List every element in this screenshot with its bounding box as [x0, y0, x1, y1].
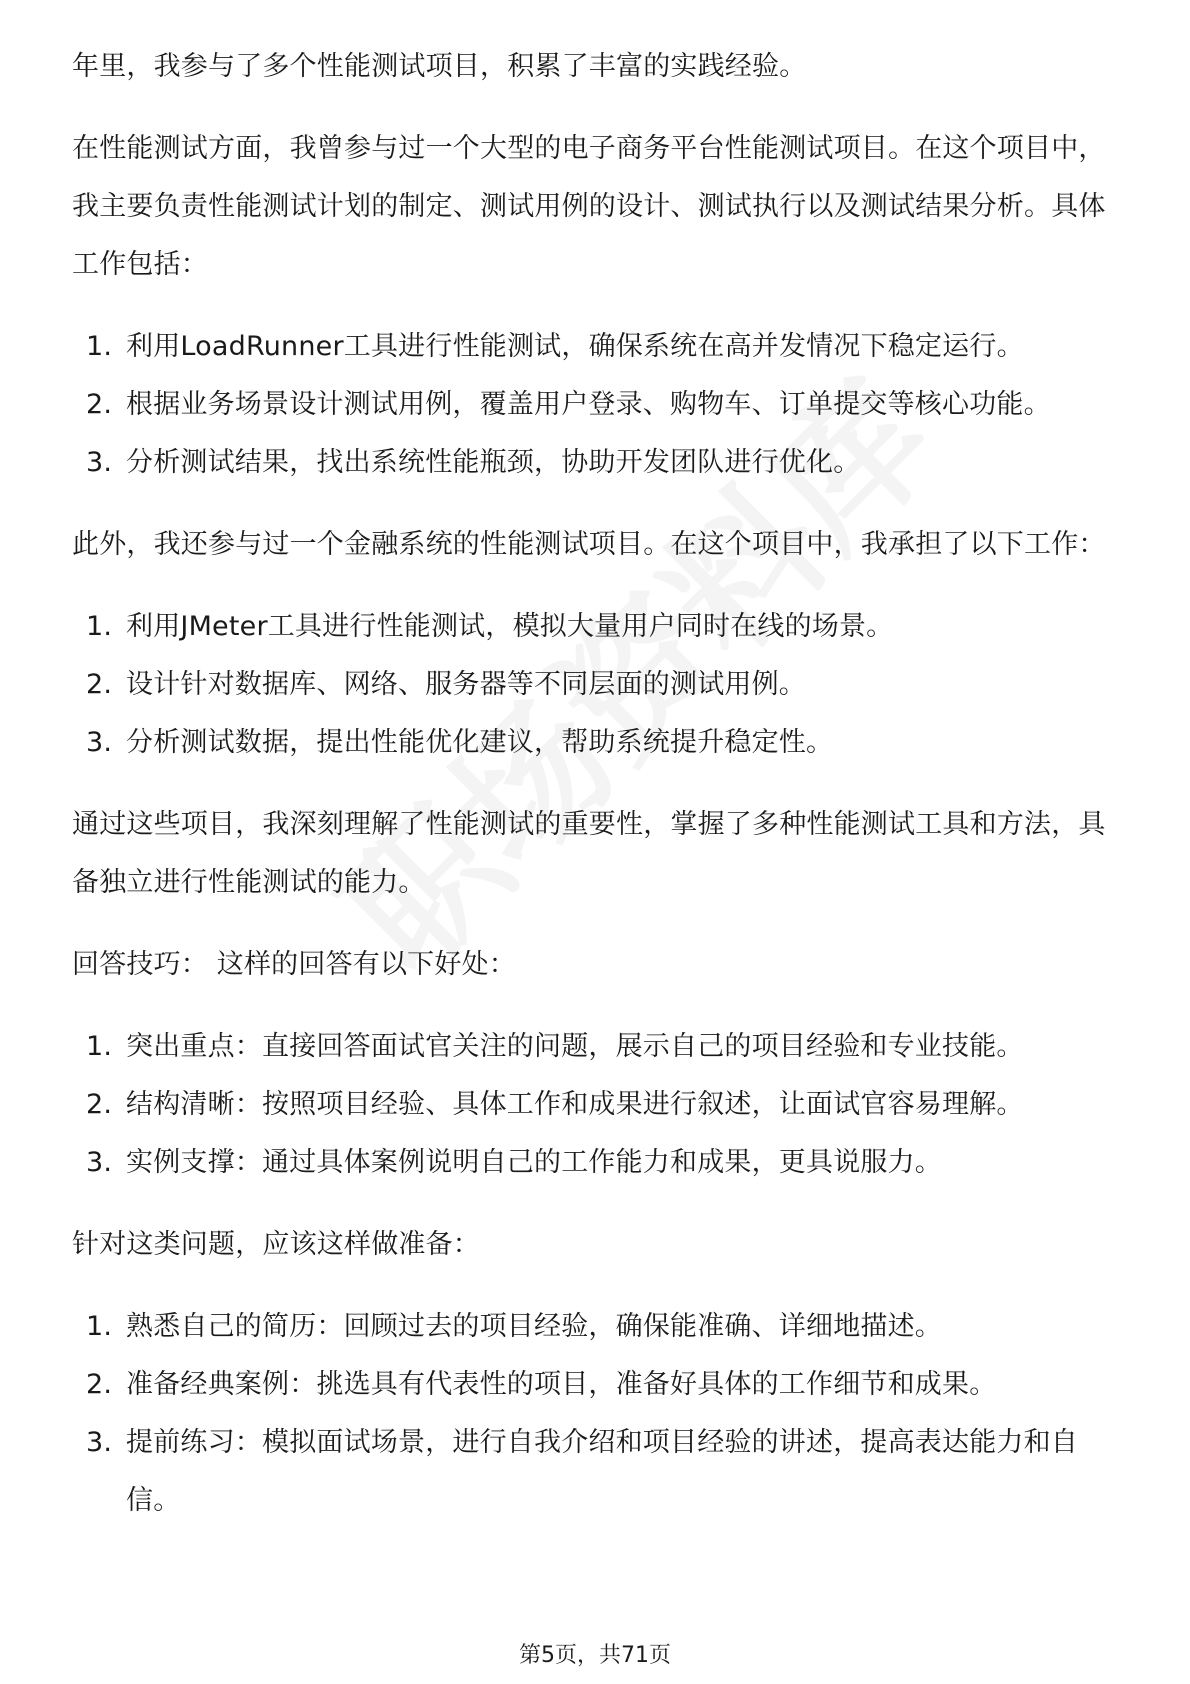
- paragraph-intro: 年里，我参与了多个性能测试项目，积累了丰富的实践经验。: [72, 51, 807, 82]
- finance-list: [72, 598, 1118, 772]
- list-item: 3. 分析测试数据，提出性能优化建议，帮助系统提升稳定性。: [86, 727, 834, 758]
- list-item: 2. 结构清晰：按照项目经验、具体工作和成果进行叙述，让面试官容易理解。: [86, 1089, 1024, 1120]
- paragraph-summary: 通过这些项目，我深刻理解了性能测试的重要性，掌握了多种性能测试工具和方法，具备独立进行性能测试的能力。: [72, 809, 1106, 898]
- list-item: 1. 利用LoadRunner工具进行性能测试，确保系统在高并发情况下稳定运行。: [86, 331, 1024, 362]
- list-item: 3. 分析测试结果，找出系统性能瓶颈，协助开发团队进行优化。: [86, 447, 861, 478]
- prep-list: [72, 1298, 1118, 1530]
- list-item: 2. 根据业务场景设计测试用例，覆盖用户登录、购物车、订单提交等核心功能。: [86, 389, 1051, 420]
- list-item: 3. 实例支撑：通过具体案例说明自己的工作能力和成果，更具说服力。: [86, 1147, 942, 1178]
- list-item: 2. 准备经典案例：挑选具有代表性的项目，准备好具体的工作细节和成果。: [86, 1369, 997, 1400]
- page-number: 第5页，共71页: [519, 1643, 671, 1668]
- list-item: 2. 设计针对数据库、网络、服务器等不同层面的测试用例。: [86, 669, 806, 700]
- ecommerce-list: [72, 318, 1118, 492]
- list-item: 1. 利用JMeter工具进行性能测试，模拟大量用户同时在线的场景。: [86, 611, 894, 642]
- tips-list: [72, 1018, 1118, 1192]
- list-item: 1. 熟悉自己的简历：回顾过去的项目经验，确保能准确、详细地描述。: [86, 1311, 942, 1342]
- paragraph-ecommerce: 在性能测试方面，我曾参与过一个大型的电子商务平台性能测试项目。在这个项目中，我主要负责性能测试计划的制定、测试用例的设计、测试执行以及测试结果分析。具体工作包括：: [72, 133, 1106, 280]
- list-item: 3. 提前练习：模拟面试场景，进行自我介绍和项目经验的讲述，提高表达能力和自信。: [86, 1427, 1078, 1516]
- paragraph-tips-heading: 回答技巧： 这样的回答有以下好处：: [72, 949, 516, 980]
- list-item: 1. 突出重点：直接回答面试官关注的问题，展示自己的项目经验和专业技能。: [86, 1031, 1024, 1062]
- paragraph-prep-heading: 针对这类问题，应该这样做准备：: [72, 1229, 480, 1260]
- document-body: [72, 38, 1118, 1554]
- paragraph-finance: 此外，我还参与过一个金融系统的性能测试项目。在这个项目中，我承担了以下工作：: [72, 529, 1106, 560]
- page-footer: [0, 1638, 1190, 1669]
